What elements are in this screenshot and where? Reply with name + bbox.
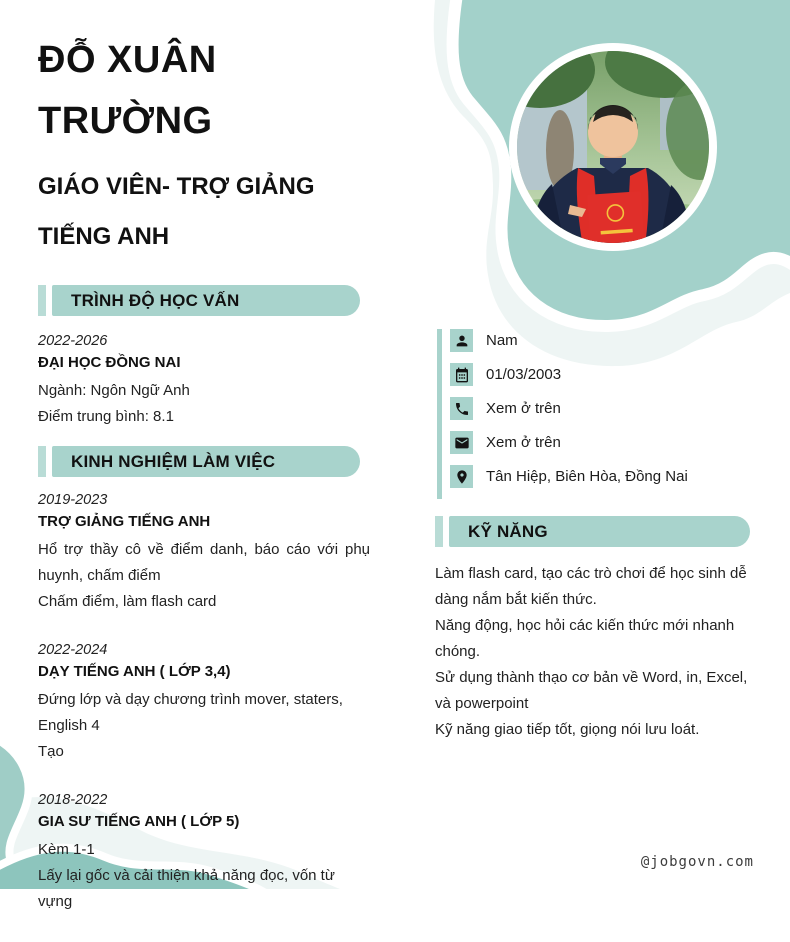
skills-text xyxy=(435,561,760,743)
info-value: Xem ở trên xyxy=(486,400,561,417)
section-header-skills xyxy=(435,516,750,547)
section-title: TRÌNH ĐỘ HỌC VẤN xyxy=(52,285,360,316)
section-header-education xyxy=(38,285,360,316)
education-entries xyxy=(38,333,370,457)
info-row-phone xyxy=(450,397,767,420)
info-value: Xem ở trên xyxy=(486,434,561,451)
section-accent-bar xyxy=(435,516,443,547)
entry-line: Điểm trung bình: 8.1 xyxy=(38,408,174,425)
info-value: 01/03/2003 xyxy=(486,366,562,383)
experience-entries xyxy=(38,492,370,942)
skill-line: Kỹ năng giao tiếp tốt, giọng nói lưu loát. xyxy=(435,721,700,738)
entry-line: Kèm 1-1 xyxy=(38,841,95,858)
section-accent-bar xyxy=(38,446,46,477)
info-value: Tân Hiệp, Biên Hòa, Đồng Nai xyxy=(486,468,688,485)
entry-title: DẠY TIẾNG ANH ( LỚP 3,4) xyxy=(38,663,231,680)
info-value: Nam xyxy=(486,332,518,349)
entry-line: Tạo xyxy=(38,743,64,760)
person-icon xyxy=(450,329,473,352)
personal-info-list xyxy=(437,329,767,499)
entry-line: Chấm điểm, làm flash card xyxy=(38,593,217,610)
skill-line: Làm flash card, tạo các trò chơi để học sinh dễ dàng nắm bắt kiến thức. xyxy=(435,565,747,608)
phone-icon xyxy=(450,397,473,420)
info-row-address xyxy=(450,465,767,488)
skill-line: Sử dụng thành thạo cơ bản về Word, in, Excel, và powerpoint xyxy=(435,669,748,712)
education-entry xyxy=(38,333,370,430)
email-icon xyxy=(450,431,473,454)
entry-title: GIA SƯ TIẾNG ANH ( LỚP 5) xyxy=(38,813,240,830)
entry-period: 2019-2023 xyxy=(38,492,108,508)
section-title: KINH NGHIỆM LÀM VIỆC xyxy=(52,446,360,477)
info-row-birthdate xyxy=(450,363,767,386)
entry-title: ĐẠI HỌC ĐỒNG NAI xyxy=(38,354,181,371)
entry-period: 2022-2026 xyxy=(38,333,108,349)
entry-line: Ngành: Ngôn Ngữ Anh xyxy=(38,382,190,399)
entry-line: Lấy lại gốc và cải thiện khả năng đọc, vốn từ vựng xyxy=(38,867,335,910)
entry-line: Đứng lớp và dạy chương trình mover, staters, English 4 xyxy=(38,691,343,734)
location-icon xyxy=(450,465,473,488)
skill-line: Năng động, học hỏi các kiến thức mới nhanh chóng. xyxy=(435,617,735,660)
experience-entry xyxy=(38,792,370,915)
entry-period: 2018-2022 xyxy=(38,792,108,808)
experience-entry xyxy=(38,492,370,615)
section-header-experience xyxy=(38,446,360,477)
entry-title: TRỢ GIẢNG TIẾNG ANH xyxy=(38,513,211,530)
job-title: GIÁO VIÊN- TRỢ GIẢNG TIẾNG ANH xyxy=(38,173,315,250)
info-row-gender xyxy=(450,329,767,352)
person-name: ĐỖ XUÂN TRƯỜNG xyxy=(38,39,217,142)
section-title: KỸ NĂNG xyxy=(449,516,750,547)
entry-line: Hổ trợ thầy cô về điểm danh, báo cáo với phụ huynh, chấm điểm xyxy=(38,541,370,584)
entry-period: 2022-2024 xyxy=(38,642,108,658)
calendar-icon xyxy=(450,363,473,386)
section-accent-bar xyxy=(38,285,46,316)
experience-entry xyxy=(38,642,370,765)
info-row-email xyxy=(450,431,767,454)
watermark: @jobgovn.com xyxy=(640,854,754,870)
